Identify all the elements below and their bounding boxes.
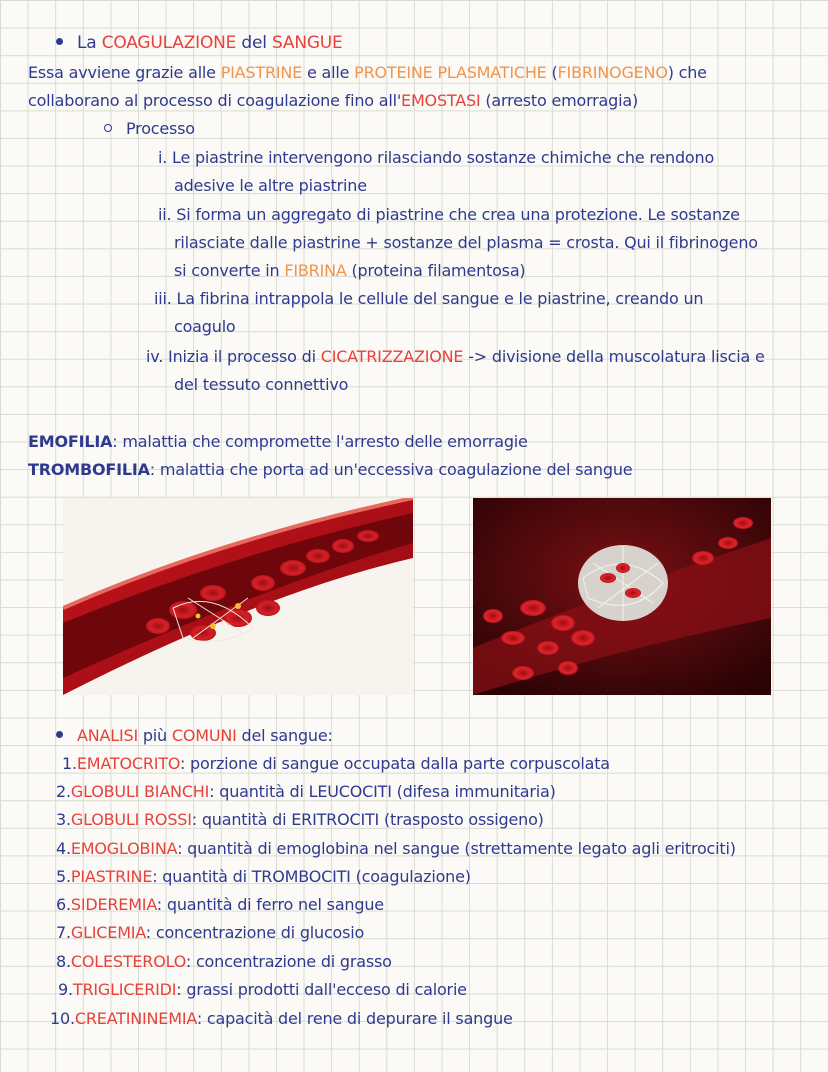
definition-emofilia: EMOFILIA: malattia che compromette l'arresto delle emorragie (28, 432, 528, 451)
keyword-fibrinogeno: FIBRINOGENO (557, 63, 668, 82)
step-4-line-2: del tessuto connettivo (174, 375, 349, 394)
bullet-icon (56, 38, 63, 45)
keyword-comuni: COMUNI (171, 726, 237, 745)
thrombus-illustration (473, 498, 771, 695)
list-item: 6.SIDEREMIA: quantità di ferro nel sangue (56, 895, 384, 914)
step-2-line-3: si converte in FIBRINA (proteina filamentosa) (174, 261, 526, 280)
step-2-line-2: rilasciate dalle piastrine + sostanze del plasma = crosta. Qui il fibrinogeno (174, 233, 758, 252)
hollow-bullet-icon (104, 124, 112, 132)
keyword-emostasi: EMOSTASI (401, 91, 481, 110)
step-3-line-2: coagulo (174, 317, 236, 336)
list-item: 10.CREATININEMIA: capacità del rene di depurare il sangue (50, 1009, 513, 1028)
list-item: 7.GLICEMIA: concentrazione di glucosio (56, 923, 365, 942)
thrombus-image (473, 498, 771, 695)
keyword-sangue: SANGUE (271, 33, 343, 53)
step-3-line-1: iii. La fibrina intrappola le cellule del sangue e le piastrine, creando un (154, 289, 704, 308)
list-item: 8.COLESTEROLO: concentrazione di grasso (56, 952, 392, 971)
step-1-line-1: i. Le piastrine intervengono rilasciando sostanze chimiche che rendono (158, 148, 715, 167)
keyword-coagulazione: COAGULAZIONE (101, 33, 237, 53)
list-item: 1.EMATOCRITO: porzione di sangue occupata dalla parte corpuscolata (62, 754, 610, 773)
keyword-piastrine: PIASTRINE (220, 63, 303, 82)
list-item: 4.EMOGLOBINA: quantità di emoglobina nel sangue (strettamente legato agli eritrociti) (56, 839, 736, 858)
intro-line-2: collaborano al processo di coagulazione fino all'EMOSTASI (arresto emorragia) (28, 91, 639, 110)
section-title-coagulazione: La COAGULAZIONE del SANGUE (56, 32, 343, 54)
term-trombofilia: TROMBOFILIA (28, 460, 150, 479)
definition-trombofilia: TROMBOFILIA: malattia che porta ad un'eccessiva coagulazione del sangue (28, 460, 633, 479)
step-4-line-1: iv. Inizia il processo di CICATRIZZAZIONE -> divisione della muscolatura liscia e (146, 347, 765, 366)
list-item: 2.GLOBULI BIANCHI: quantità di LEUCOCITI (difesa immunitaria) (56, 782, 556, 801)
term-emofilia: EMOFILIA (28, 432, 113, 451)
keyword-cicatrizzazione: CICATRIZZAZIONE (320, 347, 464, 366)
keyword-proteine-plasmatiche: PROTEINE PLASMATICHE (354, 63, 547, 82)
process-heading: Processo (104, 118, 195, 140)
list-item: 9.TRIGLICERIDI: grassi prodotti dall'ecceso di calorie (58, 980, 467, 999)
intro-line-1: Essa avviene grazie alle PIASTRINE e alle PROTEINE PLASMATICHE (FIBRINOGENO) che (28, 63, 707, 82)
section-title-analisi: ANALISI più COMUNI del sangue: (56, 725, 333, 747)
step-2-line-1: ii. Si forma un aggregato di piastrine che crea una protezione. Le sostanze (158, 205, 740, 224)
list-item: 3.GLOBULI ROSSI: quantità di ERITROCITI (trasposto ossigeno) (56, 810, 544, 829)
blood-vessel-clot-image (63, 498, 413, 695)
keyword-analisi: ANALISI (77, 726, 138, 745)
step-1-line-2: adesive le altre piastrine (174, 176, 367, 195)
bullet-icon (56, 731, 63, 738)
keyword-fibrina: FIBRINA (284, 261, 347, 280)
vessel-illustration (63, 498, 413, 695)
list-item: 5.PIASTRINE: quantità di TROMBOCITI (coagulazione) (56, 867, 471, 886)
